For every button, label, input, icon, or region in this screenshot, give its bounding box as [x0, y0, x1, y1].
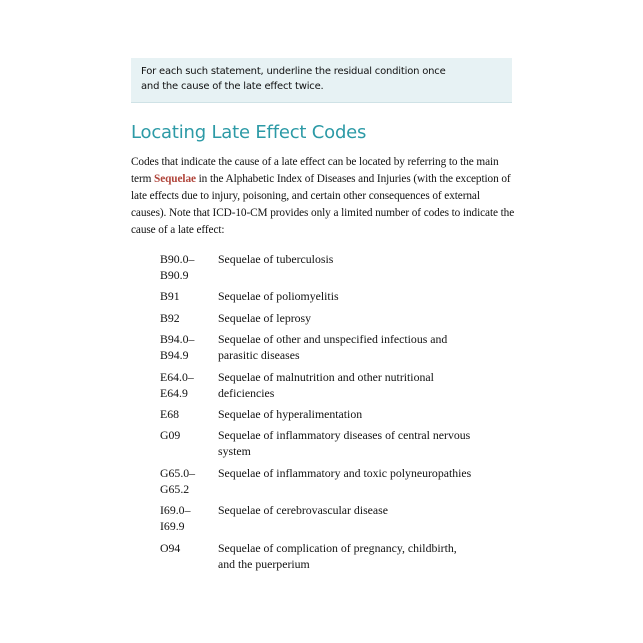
code-start: B94.0–	[160, 332, 195, 347]
code-range	[160, 406, 218, 422]
code-description	[218, 331, 520, 363]
code-row	[160, 540, 520, 572]
code-start: I69.0–	[160, 503, 191, 518]
code-description	[218, 251, 520, 283]
description-line: Sequelae of malnutrition and other nutritional	[218, 369, 434, 384]
intro-text-after: in the Alphabetic Index of Diseases and Injuries (with the exception of late effects due to injury, poisoning, and certain other consequences of external causes). Note that ICD-10-CM provides only a limited number of codes to indicate the cause of a late effect:	[131, 173, 515, 236]
code-range	[160, 502, 218, 534]
code-range	[160, 465, 218, 497]
code-row	[160, 310, 520, 326]
code-range	[160, 427, 218, 459]
code-description	[218, 310, 520, 326]
code-range	[160, 540, 218, 572]
code-row	[160, 465, 520, 497]
index-main-term: Sequelae	[154, 173, 196, 185]
instruction-note-box	[131, 58, 512, 103]
code-end: I69.9	[160, 519, 185, 534]
code-end: B94.9	[160, 348, 189, 363]
description-line: system	[218, 444, 251, 459]
code-row	[160, 288, 520, 304]
description-line: Sequelae of inflammatory and toxic polyneuropathies	[218, 465, 472, 480]
code-description	[218, 406, 520, 422]
code-end: B90.9	[160, 268, 189, 282]
code-range	[160, 251, 218, 283]
code-range	[160, 369, 218, 401]
code-start: B92	[160, 310, 180, 325]
section-heading: Locating Late Effect Codes	[131, 122, 367, 143]
code-range	[160, 331, 218, 363]
code-start: E68	[160, 406, 180, 421]
description-line: Sequelae of inflammatory diseases of central nervous	[218, 428, 471, 443]
code-description	[218, 288, 520, 304]
code-start: E64.0–	[160, 369, 194, 384]
code-row	[160, 369, 520, 401]
description-line: parasitic diseases	[218, 348, 300, 363]
code-end: G65.2	[160, 481, 190, 496]
description-line: and the puerperium	[218, 556, 310, 571]
code-row	[160, 406, 520, 422]
description-line: Sequelae of tuberculosis	[218, 252, 334, 266]
code-row	[160, 502, 520, 534]
code-start: G65.0–	[160, 465, 196, 480]
note-line-2: and the cause of the late effect twice.	[141, 81, 324, 92]
code-row	[160, 427, 520, 459]
code-range	[160, 310, 218, 326]
code-row	[160, 251, 520, 283]
code-description	[218, 465, 520, 497]
code-start: G09	[160, 428, 181, 443]
code-range	[160, 288, 218, 304]
description-line: Sequelae of cerebrovascular disease	[218, 503, 388, 518]
code-start: B90.0–	[160, 252, 195, 266]
sequelae-code-list	[160, 251, 520, 577]
intro-text-before: Codes that indicate the cause of a late effect can be located by referring to the main term	[131, 156, 499, 185]
code-row	[160, 331, 520, 363]
description-line: deficiencies	[218, 385, 275, 400]
description-line: Sequelae of poliomyelitis	[218, 289, 339, 304]
intro-paragraph	[131, 154, 516, 239]
code-description	[218, 427, 520, 459]
code-description	[218, 540, 520, 572]
code-description	[218, 502, 520, 534]
description-line: Sequelae of hyperalimentation	[218, 406, 363, 421]
code-end: E64.9	[160, 385, 188, 400]
code-start: B91	[160, 289, 180, 304]
description-line: Sequelae of other and unspecified infectious and	[218, 332, 448, 347]
code-start: O94	[160, 540, 181, 555]
description-line: Sequelae of leprosy	[218, 310, 312, 325]
code-description	[218, 369, 520, 401]
description-line: Sequelae of complication of pregnancy, childbirth,	[218, 540, 457, 555]
note-line-1: For each such statement, underline the residual condition once	[141, 66, 446, 77]
